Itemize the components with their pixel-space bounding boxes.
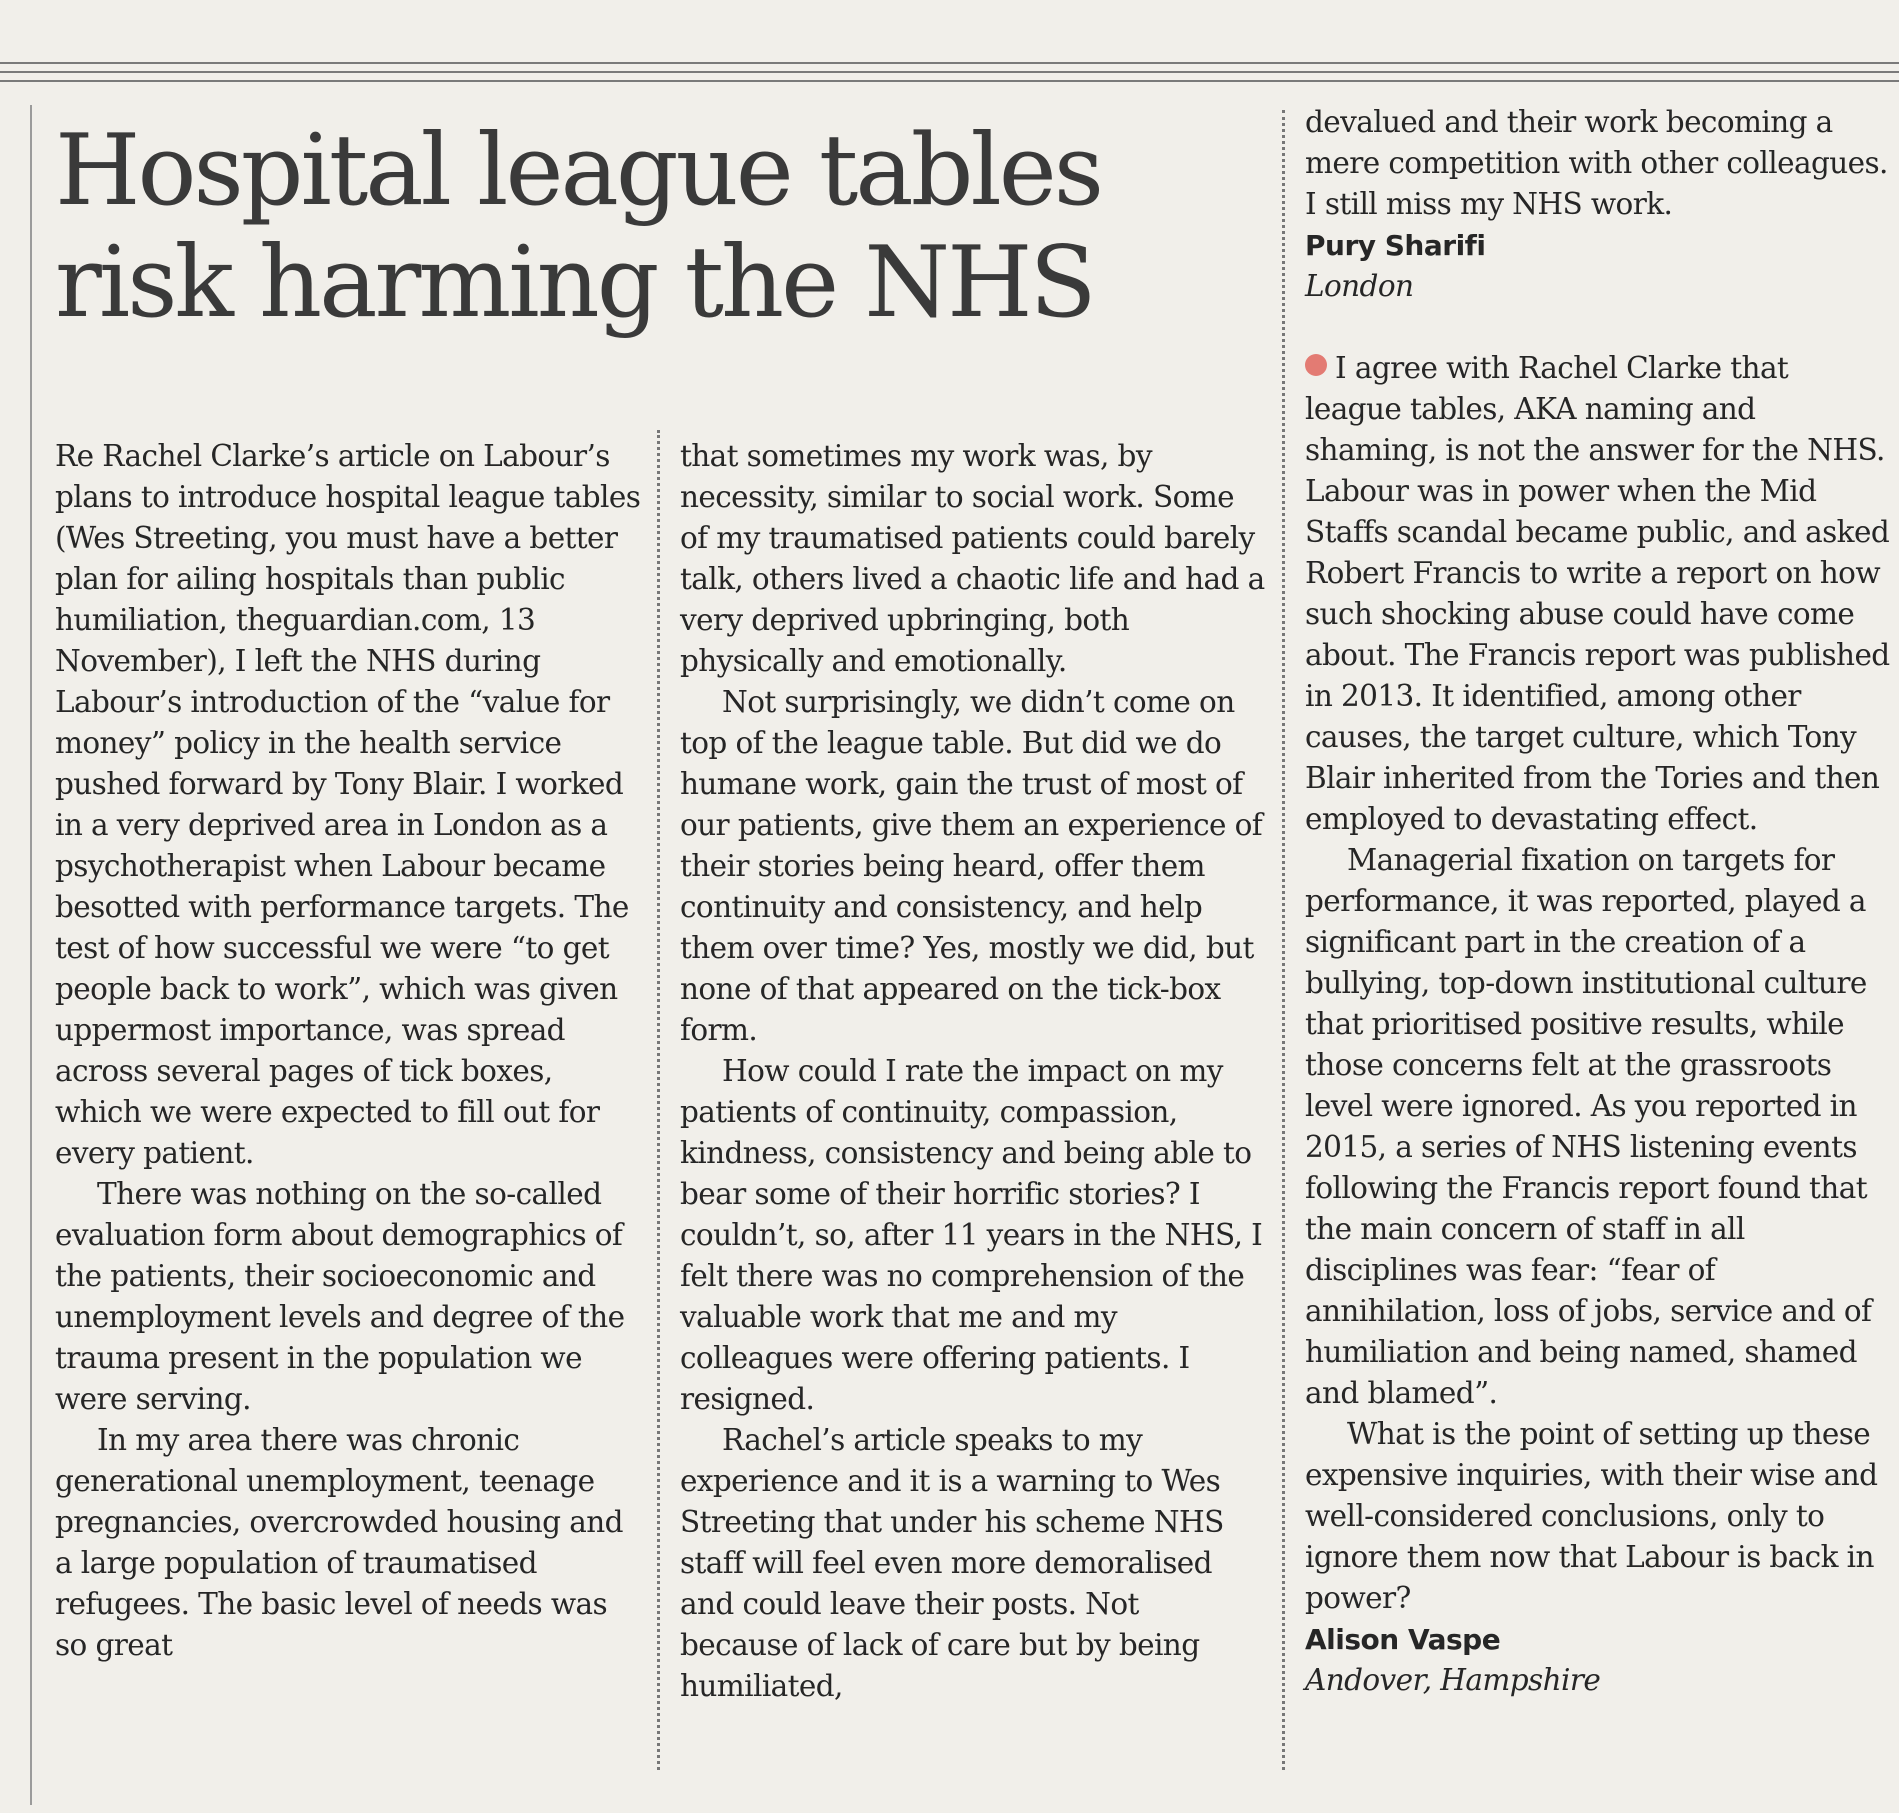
headline-line-1: Hospital league tables [55, 114, 1102, 228]
column-separator [1282, 110, 1285, 1770]
paragraph: In my area there was chronic generational unemployment, teenage pregnancies, overcrowded housing and a large population of traumatised refugees. The basic level of needs was so great [55, 1423, 623, 1662]
rule-line [0, 62, 1899, 64]
paragraph: What is the point of setting up these expensive inquiries, with their wise and well-considered conclusions, only to ignore them now that Labour is back in power? [1305, 1417, 1878, 1615]
left-margin-rule [30, 105, 32, 1805]
paragraph: that sometimes my work was, by necessity, similar to social work. Some of my traumatised patients could barely talk, others lived a chaotic life and had a very deprived upbringing, both physically and emotionally. [680, 439, 1265, 678]
column-separator [657, 430, 660, 1770]
letter-location: London [1305, 269, 1414, 303]
paragraph: There was nothing on the so-called evaluation form about demographics of the patients, their socioeconomic and unemployment levels and degree of the trauma present in the population we were serving. [55, 1177, 625, 1416]
paragraph-text: I agree with Rachel Clarke that league tables, AKA naming and shaming, is not the answer for the NHS. Labour was in power when the Mid Staffs scandal became public, and asked Robert Francis to write a report on how such shocking abuse could have come about. The Francis report was published in 2013. It identified, among other causes, the target culture, which Tony Blair inherited from the Tories and then employed to devastating effect. [1305, 351, 1890, 836]
headline [55, 115, 1255, 339]
masthead-rules [0, 62, 1899, 86]
paragraph: How could I rate the impact on my patients of continuity, compassion, kindness, consistency and being able to bear some of their horrific stories? I couldn’t, so, after 11 years in the NHS, I felt there was no comprehension of the valuable work that me and my colleagues were offering patients. I resigned. [680, 1054, 1263, 1416]
rule-line [0, 80, 1899, 82]
column-1 [55, 436, 645, 1666]
headline-line-2: risk harming the NHS [55, 226, 1094, 340]
rule-line [0, 71, 1899, 73]
paragraph: Not surprisingly, we didn’t come on top of the league table. But did we do humane work, gain the trust of most of our patients, give them an experience of their stories being heard, offer them continuity and consistency, and help them over time? Yes, mostly we did, but none of that appeared on the tick-box form. [680, 685, 1263, 1047]
paragraph: Rachel’s article speaks to my experience and it is a warning to Wes Streeting that under his scheme NHS staff will feel even more demoralised and could leave their posts. Not because of lack of care but by being humiliated, [680, 1423, 1224, 1703]
letter-author: Alison Vaspe [1305, 1623, 1501, 1656]
letter-author: Pury Sharifi [1305, 229, 1486, 262]
paragraph-with-bullet [1305, 348, 1890, 840]
paragraph: Re Rachel Clarke’s article on Labour’s plans to introduce hospital league tables (Wes Streeting, you must have a better plan for ailing hospitals than public humiliation, theguardian.com, 13 November), I left the NHS during Labour’s introduction of the “value for money” policy in the health service pushed forward by Tony Blair. I worked in a very deprived area in London as a psychotherapist when Labour became besotted with performance targets. The test of how successful we were “to get people back to work”, which was given uppermost importance, was spread across several pages of tick boxes, which we were expected to fill out for every patient. [55, 439, 641, 1170]
column-2 [680, 436, 1265, 1707]
spacer [1305, 307, 1890, 348]
paragraph: devalued and their work becoming a mere competition with other colleagues. I still miss my NHS work. [1305, 105, 1888, 221]
column-3 [1305, 102, 1890, 1701]
paragraph: Managerial fixation on targets for performance, it was reported, played a significant part in the creation of a bullying, top-down institutional culture that prioritised positive results, while those concerns felt at the grassroots level were ignored. As you reported in 2015, a series of NHS listening events following the Francis report found that the main concern of staff in all disciplines was fear: “fear of annihilation, loss of jobs, service and of humiliation and being named, shamed and blamed”. [1305, 843, 1872, 1410]
letter-location: Andover, Hampshire [1305, 1663, 1601, 1697]
bullet-icon [1305, 354, 1327, 376]
